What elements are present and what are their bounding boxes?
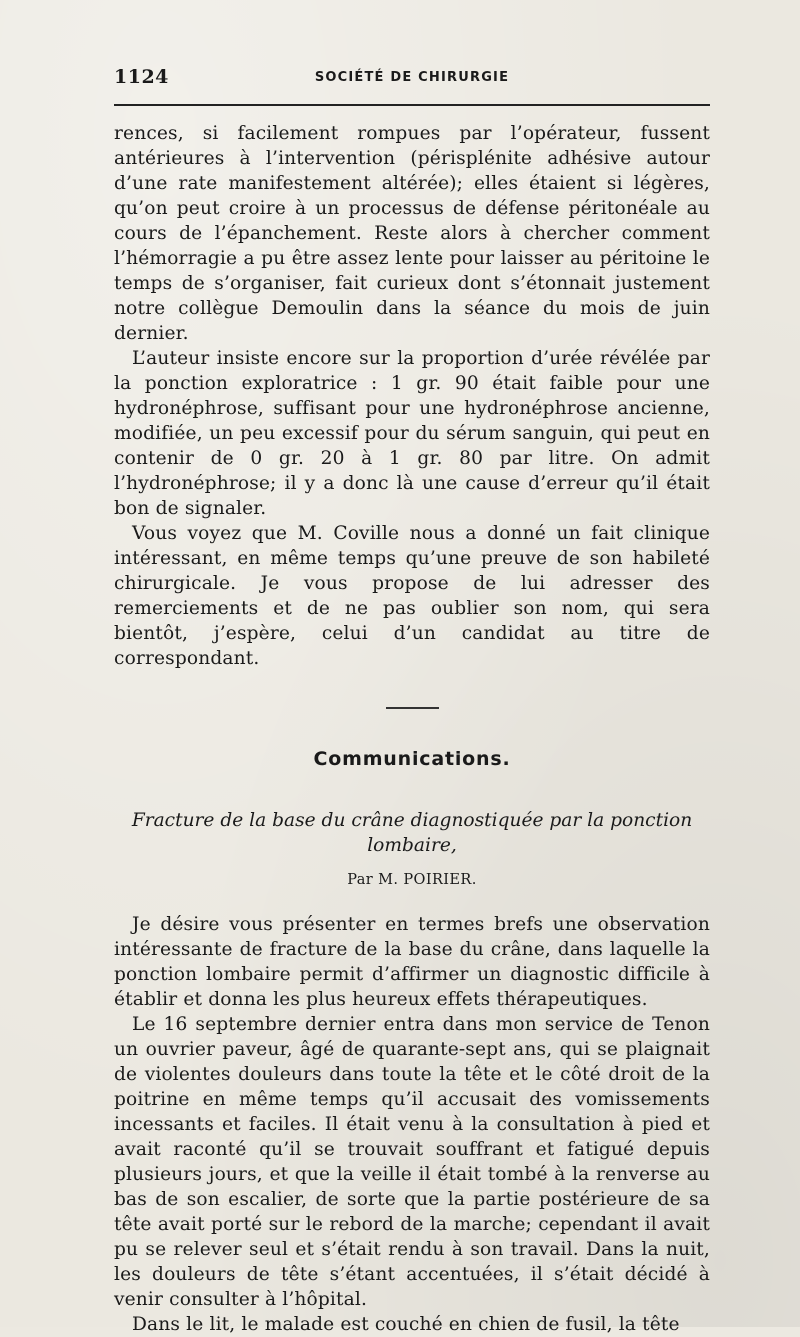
section-divider xyxy=(386,707,439,709)
article-paragraph-1: Je désire vous présenter en termes brefs une observation intéressante de fracture de la base du crâne, dans laquelle la ponction lombaire permit d’affirmer un diagnostic difficile à établir et donna les plus heureux effets thérapeutiques. xyxy=(114,914,710,1010)
page-body xyxy=(114,121,710,1337)
article-body xyxy=(114,912,710,1337)
article-paragraph-2: Le 16 septembre dernier entra dans mon service de Tenon un ouvrier paveur, âgé de quarante-sept ans, qui se plaignait de violentes douleurs dans toute la tête et le côté droit de la poitrine en même temps qu’il accusait des vomissements incessants et faciles. Il était venu à la consultation à pied et avait raconté qu’il se trouvait souffrant et fatigué depuis plusieurs jours, et que la veille il était tombé à la renverse au bas de son escalier, de sorte que la partie postérieure de sa tête avait porté sur le rebord de la marche; cependant il avait pu se relever seul et s’était rendu à son travail. Dans la nuit, les douleurs de tête s’étant accentuées, il s’était décidé à venir consulter à l’hôpital. xyxy=(114,1014,710,1310)
article-title: Fracture de la base du crâne diagnostiquée par la ponction lombaire, xyxy=(131,810,693,856)
section-title: Communications. xyxy=(313,748,511,770)
report-paragraph-3: Vous voyez que M. Coville nous a donné un fait clinique intéressant, en même temps qu’une preuve de son habileté chirurgicale. Je vous propose de lui adresser des remerciements et de ne pas oublier son nom, qui sera bientôt, j’espère, celui d’un candidat au titre de correspondant. xyxy=(114,523,710,669)
article-paragraph-3: Dans le lit, le malade est couché en chien de fusil, la tête xyxy=(132,1314,680,1335)
report-paragraph-2: L’auteur insiste encore sur la proportion d’urée révélée par la ponction exploratrice : 1 gr. 90 était faible pour une hydronéphrose, suffisant pour une hydronéphrose ancienne, modifiée, un peu excessif pour du sérum sanguin, qui peut en contenir de 0 gr. 20 à 1 gr. 80 par litre. On admit l’hydronéphrose; il y a donc là une cause d’erreur qu’il était bon de signaler. xyxy=(114,348,710,519)
article-byline: Par M. POIRIER. xyxy=(347,872,477,888)
page-header xyxy=(114,62,710,92)
page-number: 1124 xyxy=(114,66,169,88)
running-head: SOCIÉTÉ DE CHIRURGIE xyxy=(314,70,510,85)
header-rule xyxy=(114,104,710,106)
report-paragraph-1: rences, si facilement rompues par l’opérateur, fussent antérieures à l’intervention (périsplénite adhésive autour d’une rate manifestement altérée); elles étaient si légères, qu’on peut croire à un processus de défense péritonéale au cours de l’épanchement. Reste alors à chercher comment l’hémorragie a pu être assez lente pour laisser au péritoine le temps de s’organiser, fait curieux dont s’étonnait justement notre collègue Demoulin dans la séance du mois de juin dernier. xyxy=(114,123,710,344)
